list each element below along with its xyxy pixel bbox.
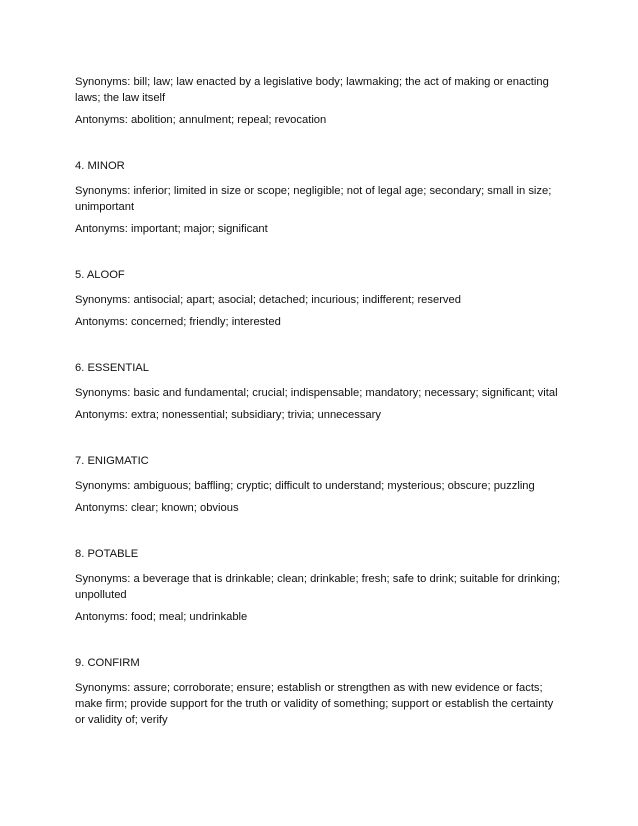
entry-heading: 5. ALOOF [75, 269, 125, 281]
antonyms-text: Antonyms: clear; known; obvious [75, 502, 239, 514]
entry-minor [75, 158, 566, 237]
synonyms-text: Synonyms: assure; corroborate; ensure; establish or strengthen as with new evidence or facts; make firm; provide support for the truth or validity of something; support or establish the certainty or validity of; verify [75, 682, 554, 726]
entry-heading: 7. ENIGMATIC [75, 455, 149, 467]
entry-aloof [75, 267, 566, 330]
entry-heading: 6. ESSENTIAL [75, 362, 149, 374]
entry-confirm [75, 655, 566, 728]
antonyms-text: Antonyms: abolition; annulment; repeal; revocation [75, 114, 327, 126]
entry-heading: 8. POTABLE [75, 548, 139, 560]
entry-heading: 4. MINOR [75, 160, 125, 172]
entry-essential [75, 360, 566, 423]
entry-heading: 9. CONFIRM [75, 657, 140, 669]
antonyms-text: Antonyms: extra; nonessential; subsidiary; trivia; unnecessary [75, 409, 381, 421]
synonyms-text: Synonyms: a beverage that is drinkable; clean; drinkable; fresh; safe to drink; suitable for drinking; unpolluted [75, 573, 561, 601]
synonyms-text: Synonyms: bill; law; law enacted by a legislative body; lawmaking; the act of making or enacting laws; the law itself [75, 76, 549, 104]
synonyms-text: Synonyms: ambiguous; baffling; cryptic; difficult to understand; mysterious; obscure; puzzling [75, 480, 535, 492]
antonyms-text: Antonyms: concerned; friendly; interested [75, 316, 281, 328]
synonyms-text: Synonyms: antisocial; apart; asocial; detached; incurious; indifferent; reserved [75, 294, 461, 306]
entry-enigmatic [75, 453, 566, 516]
entry-potable [75, 546, 566, 625]
antonyms-text: Antonyms: important; major; significant [75, 223, 268, 235]
antonyms-text: Antonyms: food; meal; undrinkable [75, 611, 248, 623]
synonyms-text: Synonyms: basic and fundamental; crucial; indispensable; mandatory; necessary; significant; vital [75, 387, 558, 399]
synonyms-text: Synonyms: inferior; limited in size or scope; negligible; not of legal age; secondary; small in size; unimportant [75, 185, 552, 213]
entry-legislation-continued [75, 74, 566, 128]
